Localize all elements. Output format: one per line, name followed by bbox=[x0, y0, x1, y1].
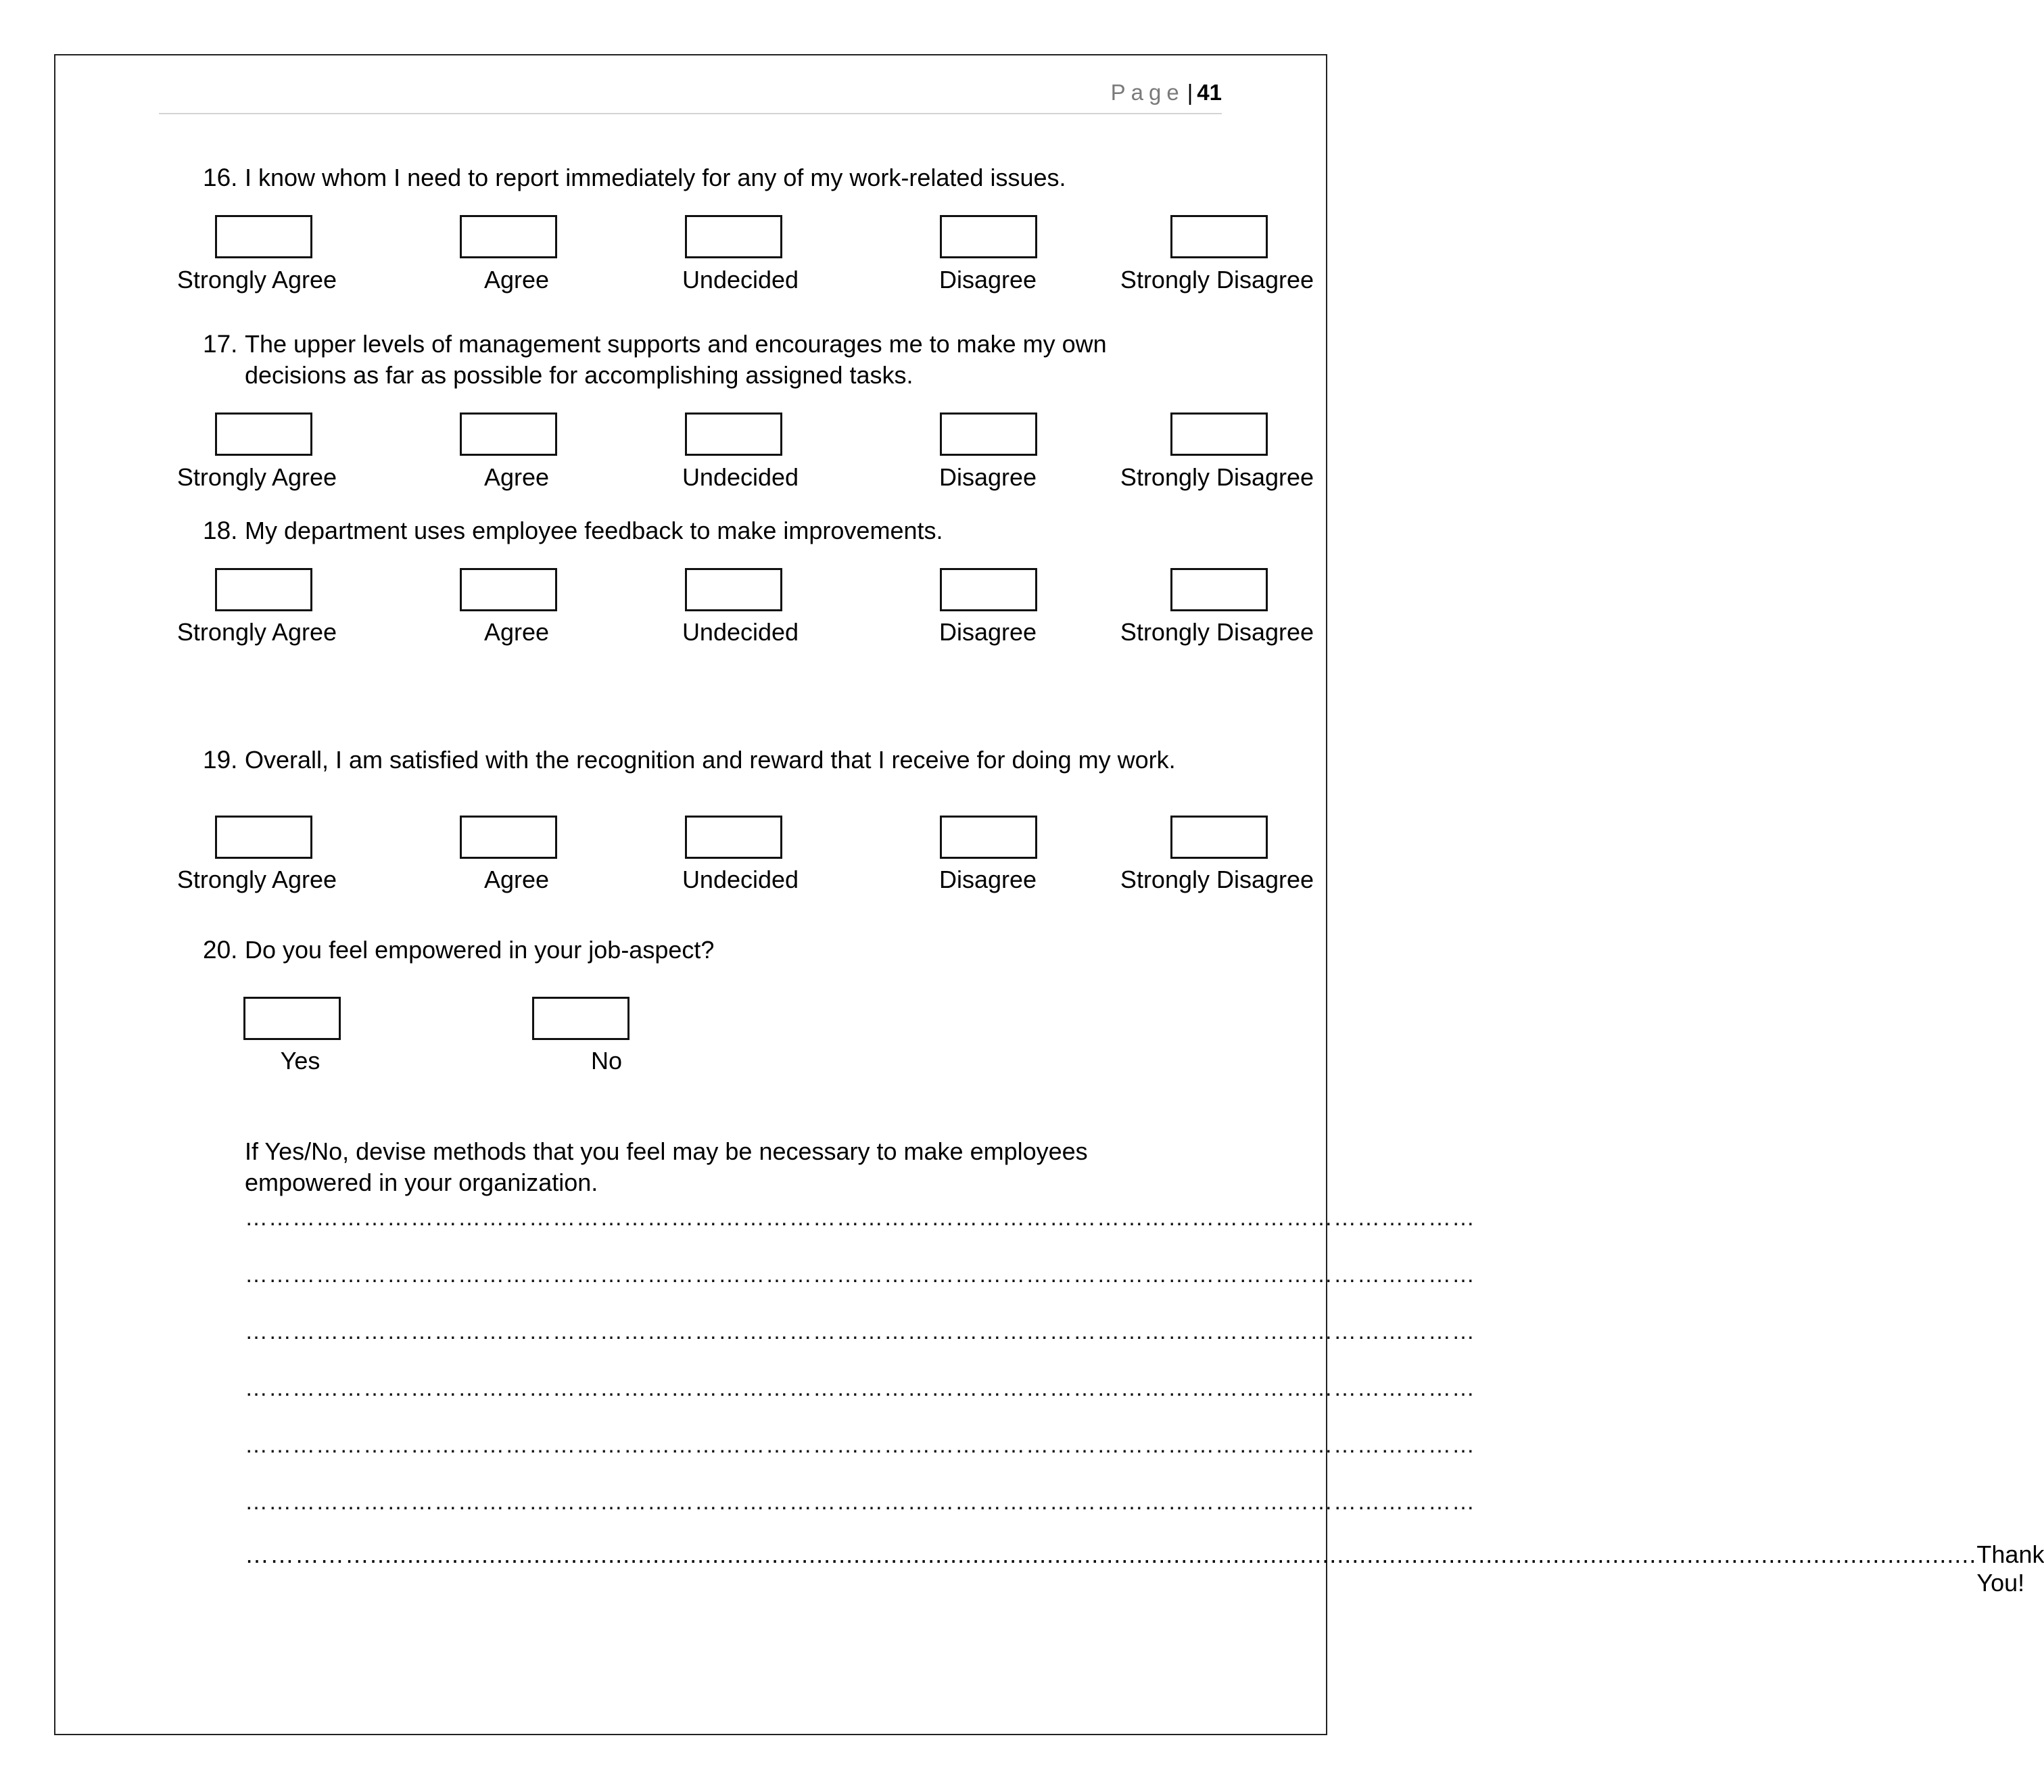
dotted-line: ………………………………………………………………………………………………………………………………………… bbox=[245, 1375, 1475, 1401]
option-label: Agree bbox=[483, 463, 550, 491]
answer-line-3[interactable] bbox=[245, 1311, 1218, 1339]
q19-strongly-agree-checkbox[interactable] bbox=[215, 816, 312, 859]
option-label: Strongly Disagree bbox=[1120, 618, 1314, 646]
option-label: Strongly Agree bbox=[176, 618, 337, 646]
question-text: My department uses employee feedback to make improvements. bbox=[245, 517, 943, 544]
option-label: Agree bbox=[483, 266, 550, 293]
question-19 bbox=[203, 745, 1258, 776]
page-header bbox=[159, 80, 1222, 105]
option-label: Strongly Disagree bbox=[1120, 463, 1314, 491]
q16-undecided-checkbox[interactable] bbox=[685, 215, 782, 258]
q17-disagree-checkbox[interactable] bbox=[940, 412, 1037, 456]
option-label: Agree bbox=[483, 866, 550, 893]
answer-line-1[interactable] bbox=[245, 1197, 1218, 1225]
option-label: Undecided bbox=[682, 463, 799, 491]
option-label: Strongly Agree bbox=[176, 866, 337, 893]
dotted-line: ………………………………………………………………………………………………………………………………………… bbox=[245, 1262, 1475, 1288]
q19-disagree-checkbox[interactable] bbox=[940, 816, 1037, 859]
question-number: 19. bbox=[203, 746, 238, 774]
q18-disagree-checkbox[interactable] bbox=[940, 568, 1037, 611]
followup-prompt: If Yes/No, devise methods that you feel may be necessary to make employees empowered in your organization. bbox=[245, 1137, 1088, 1196]
dotted-line: ……………........................................................................................................................................................................................................................ bbox=[245, 1540, 1977, 1568]
question-text: Overall, I am satisfied with the recognition and reward that I receive for doing my work. bbox=[245, 746, 1176, 774]
yes-label: Yes bbox=[280, 1047, 320, 1075]
question-17 bbox=[203, 329, 1258, 391]
q17-strongly-agree-checkbox[interactable] bbox=[215, 412, 312, 456]
q16-strongly-disagree-checkbox[interactable] bbox=[1170, 215, 1268, 258]
question-number: 17. bbox=[203, 330, 238, 358]
question-text: I know whom I need to report immediately for any of my work-related issues. bbox=[245, 164, 1066, 191]
question-number: 18. bbox=[203, 517, 238, 544]
option-label: Undecided bbox=[682, 266, 799, 293]
q19-agree-checkbox[interactable] bbox=[460, 816, 557, 859]
option-label: Disagree bbox=[938, 866, 1037, 893]
question-number: 16. bbox=[203, 164, 238, 191]
page-number: 41 bbox=[1197, 80, 1222, 105]
option-label: Undecided bbox=[682, 866, 799, 893]
q17-undecided-checkbox[interactable] bbox=[685, 412, 782, 456]
closing-row bbox=[245, 1540, 2044, 1597]
no-label: No bbox=[590, 1047, 623, 1075]
question-text: Do you feel empowered in your job-aspect? bbox=[245, 936, 715, 964]
page-separator: | bbox=[1187, 80, 1193, 105]
option-label: Strongly Disagree bbox=[1120, 866, 1314, 893]
option-label: Disagree bbox=[938, 266, 1037, 293]
question-20 bbox=[203, 935, 1258, 966]
dotted-line: ………………………………………………………………………………………………………………………………………… bbox=[245, 1319, 1475, 1344]
q19-strongly-disagree-checkbox[interactable] bbox=[1170, 816, 1268, 859]
q20-yes-checkbox[interactable] bbox=[243, 997, 341, 1040]
q16-disagree-checkbox[interactable] bbox=[940, 215, 1037, 258]
dotted-line: ………………………………………………………………………………………………………………………………………… bbox=[245, 1432, 1475, 1458]
q18-strongly-agree-checkbox[interactable] bbox=[215, 568, 312, 611]
q16-agree-checkbox[interactable] bbox=[460, 215, 557, 258]
question-18 bbox=[203, 515, 1258, 546]
option-label: Strongly Agree bbox=[176, 266, 337, 293]
option-label: Strongly Disagree bbox=[1120, 266, 1314, 293]
question-text: The upper levels of management supports and encourages me to make my own decisions as far as possible for accomplishing assigned tasks. bbox=[245, 330, 1107, 389]
question-16 bbox=[203, 162, 1258, 193]
dotted-line: ………………………………………………………………………………………………………………………………………… bbox=[245, 1489, 1475, 1515]
answer-line-5[interactable] bbox=[245, 1424, 1218, 1453]
q20-no-checkbox[interactable] bbox=[532, 997, 629, 1040]
header-rule bbox=[159, 113, 1222, 114]
answer-line-4[interactable] bbox=[245, 1367, 1218, 1396]
q17-strongly-disagree-checkbox[interactable] bbox=[1170, 412, 1268, 456]
q17-agree-checkbox[interactable] bbox=[460, 412, 557, 456]
q18-agree-checkbox[interactable] bbox=[460, 568, 557, 611]
q19-undecided-checkbox[interactable] bbox=[685, 816, 782, 859]
page-word: Page bbox=[1110, 80, 1185, 105]
option-label: Undecided bbox=[682, 618, 799, 646]
q18-strongly-disagree-checkbox[interactable] bbox=[1170, 568, 1268, 611]
thank-you-text: Thank You! bbox=[1976, 1540, 2044, 1597]
q18-undecided-checkbox[interactable] bbox=[685, 568, 782, 611]
q16-strongly-agree-checkbox[interactable] bbox=[215, 215, 312, 258]
question-number: 20. bbox=[203, 936, 238, 964]
option-label: Strongly Agree bbox=[176, 463, 337, 491]
option-label: Agree bbox=[483, 618, 550, 646]
option-label: Disagree bbox=[938, 618, 1037, 646]
answer-line-6[interactable] bbox=[245, 1481, 1218, 1509]
dotted-line: ………………………………………………………………………………………………………………………………………… bbox=[245, 1205, 1475, 1231]
option-label: Disagree bbox=[938, 463, 1037, 491]
answer-line-2[interactable] bbox=[245, 1254, 1218, 1282]
